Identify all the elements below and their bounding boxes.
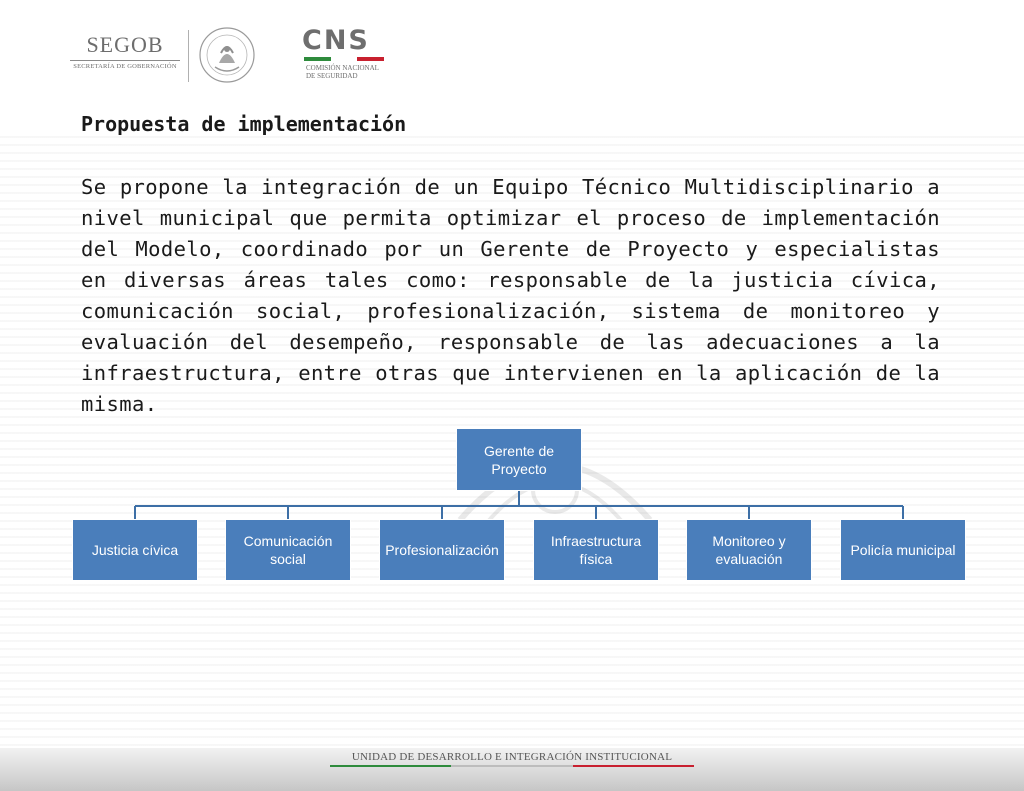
coat-of-arms-icon [197, 25, 257, 85]
footer-text: UNIDAD DE DESARROLLO E INTEGRACIÓN INSTITUCIONAL [351, 751, 673, 763]
segob-logo [70, 32, 180, 70]
segob-name: SEGOB [86, 32, 164, 57]
org-node-infraestructura-fisica: Infraestructura física [533, 519, 659, 581]
slide-body-text: Se propone la integración de un Equipo Técnico Multidisciplinario a nivel municipal que permita optimizar el proceso de implementación del Modelo, coordinado por un Gerente de Proyecto y especialistas en diversas áreas tales como: responsable de la justicia cívica, comunicación social, profesionalización, sistema de monitoreo y evaluación del desempeño, responsable de las adecuaciones a la infraestructura, entre otras que intervienen en la aplicación de la misma. [81, 175, 940, 416]
segob-subtitle: SECRETARÍA DE GOBERNACIÓN [73, 63, 177, 70]
footer-rule-gray [451, 765, 572, 767]
slide-title: Propuesta de implementación [81, 112, 407, 136]
cns-logo [302, 26, 390, 80]
org-node-monitoreo-evaluacion: Monitoreo y evaluación [686, 519, 812, 581]
footer-flag-rule [330, 765, 694, 767]
org-node-root: Gerente de Proyecto [456, 428, 582, 491]
segob-rule [70, 60, 180, 61]
org-node-comunicacion-social: Comunicación social [225, 519, 351, 581]
footer-rule-green [330, 765, 451, 767]
cns-flag-bar [304, 57, 384, 61]
org-node-policia-municipal: Policía municipal [840, 519, 966, 581]
org-node-justicia-civica: Justicia cívica [72, 519, 198, 581]
cns-subtitle-line2: DE SEGURIDAD [306, 72, 358, 80]
flag-red-stripe [357, 57, 384, 61]
cns-name: CNS [302, 25, 370, 56]
header-divider [188, 30, 189, 82]
flag-green-stripe [304, 57, 331, 61]
footer [330, 751, 694, 767]
flag-white-stripe [331, 57, 358, 61]
org-node-profesionalizacion: Profesionalización [379, 519, 505, 581]
cns-subtitle-line1: COMISIÓN NACIONAL [306, 64, 379, 72]
footer-rule-red [573, 765, 694, 767]
